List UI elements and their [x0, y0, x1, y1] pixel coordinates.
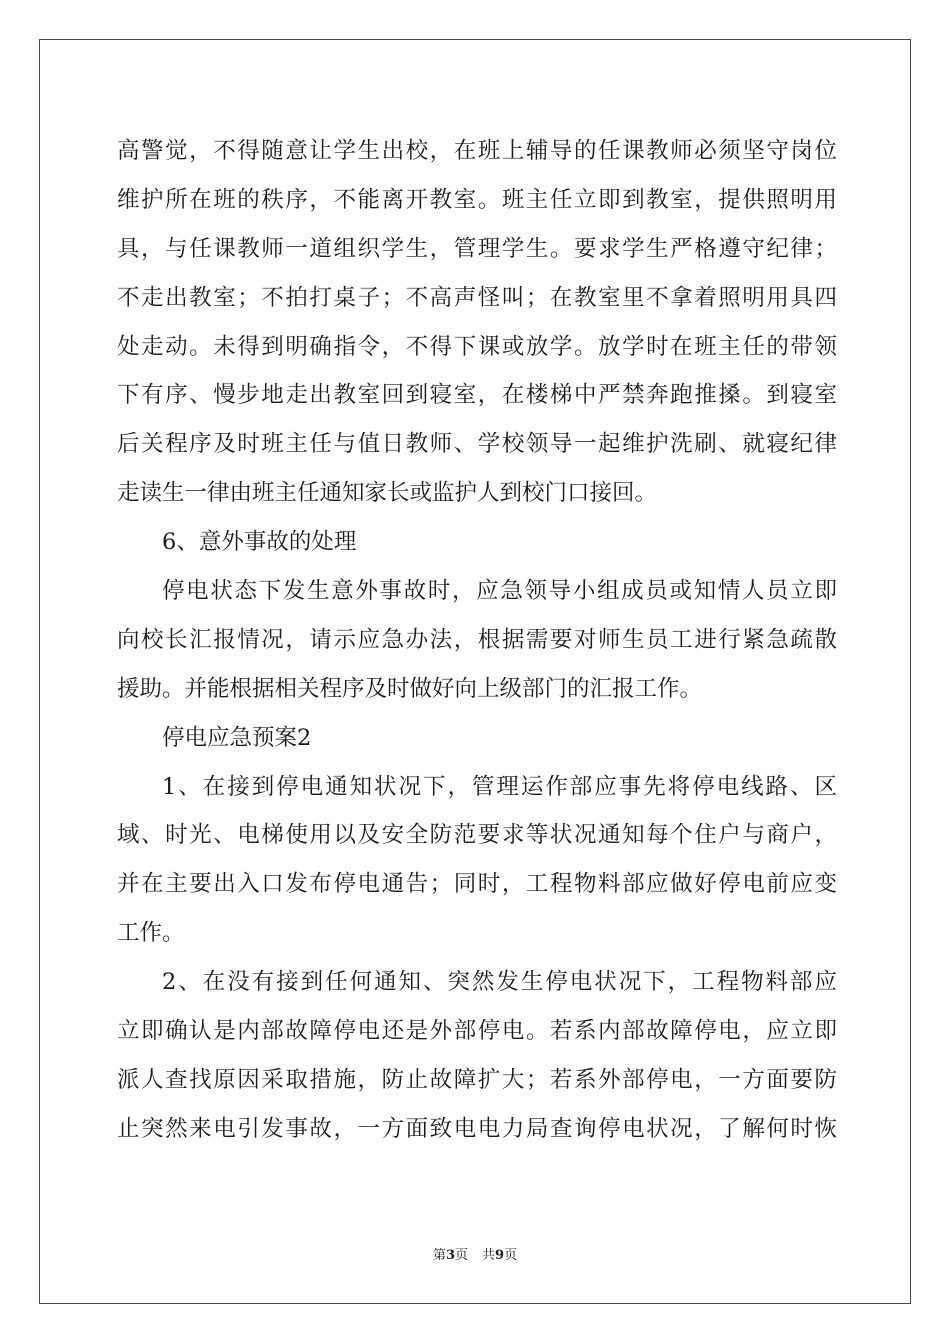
text-line: 援助。并能根据相关程序及时做好向上级部门的汇报工作。 — [117, 675, 703, 702]
document-body — [117, 127, 837, 1154]
text-line: 域、时光、电梯使用以及安全防范要求等状况通知每个住户与商户， — [117, 822, 837, 849]
page-prefix: 第 — [432, 1248, 446, 1263]
text-line: 2、在没有接到任何通知、突然发生停电状况下，工程物料部应 — [162, 969, 837, 996]
text-line: 后关程序及时班主任与值日教师、学校领导一起维护洗刷、就寝纪律 — [117, 431, 837, 458]
text-line: 1、在接到停电通知状况下，管理运作部应事先将停电线路、区 — [162, 773, 837, 800]
text-line: 派人查找原因采取措施，防止故障扩大；若系外部停电，一方面要防 — [117, 1066, 837, 1093]
section-heading: 6、意外事故的处理 — [162, 529, 357, 556]
text-line: 向校长汇报情况，请示应急办法，根据需要对师生员工进行紧急疏散 — [117, 626, 837, 653]
text-line: 止突然来电引发事故，一方面致电电力局查询停电状况，了解何时恢 — [117, 1115, 837, 1142]
text-line: 具，与任课教师一道组织学生，管理学生。要求学生严格遵守纪律； — [117, 235, 837, 262]
text-line: 立即确认是内部故障停电还是外部停电。若系内部故障停电，应立即 — [117, 1018, 837, 1045]
text-line: 维护所在班的秩序，不能离开教室。班主任立即到教室，提供照明用 — [117, 186, 837, 213]
total-page-number: 9 — [495, 1248, 505, 1263]
text-line: 并在主要出入口发布停电通告；同时，工程物料部应做好停电前应变 — [117, 871, 837, 898]
page-footer — [0, 1244, 950, 1263]
total-suffix: 页 — [504, 1248, 518, 1263]
text-line: 高警觉，不得随意让学生出校，在班上辅导的任课教师必须坚守岗位 — [117, 138, 837, 164]
text-line: 工作。 — [117, 920, 185, 947]
text-line: 停电状态下发生意外事故时，应急领导小组成员或知情人员立即 — [162, 578, 837, 605]
section-heading: 停电应急预案2 — [162, 724, 312, 751]
current-page-number: 3 — [445, 1248, 455, 1263]
text-line: 走读生一律由班主任通知家长或监护人到校门口接回。 — [117, 480, 658, 507]
text-line: 不走出教室；不拍打桌子；不高声怪叫；在教室里不拿着照明用具四 — [117, 284, 837, 311]
total-prefix: 共 — [482, 1248, 496, 1263]
text-line: 下有序、慢步地走出教室回到寝室，在楼梯中严禁奔跑推搡。到寝室 — [117, 382, 837, 409]
text-line: 处走动。未得到明确指令，不得下课或放学。放学时在班主任的带领 — [117, 333, 837, 360]
page-suffix: 页 — [454, 1248, 468, 1263]
